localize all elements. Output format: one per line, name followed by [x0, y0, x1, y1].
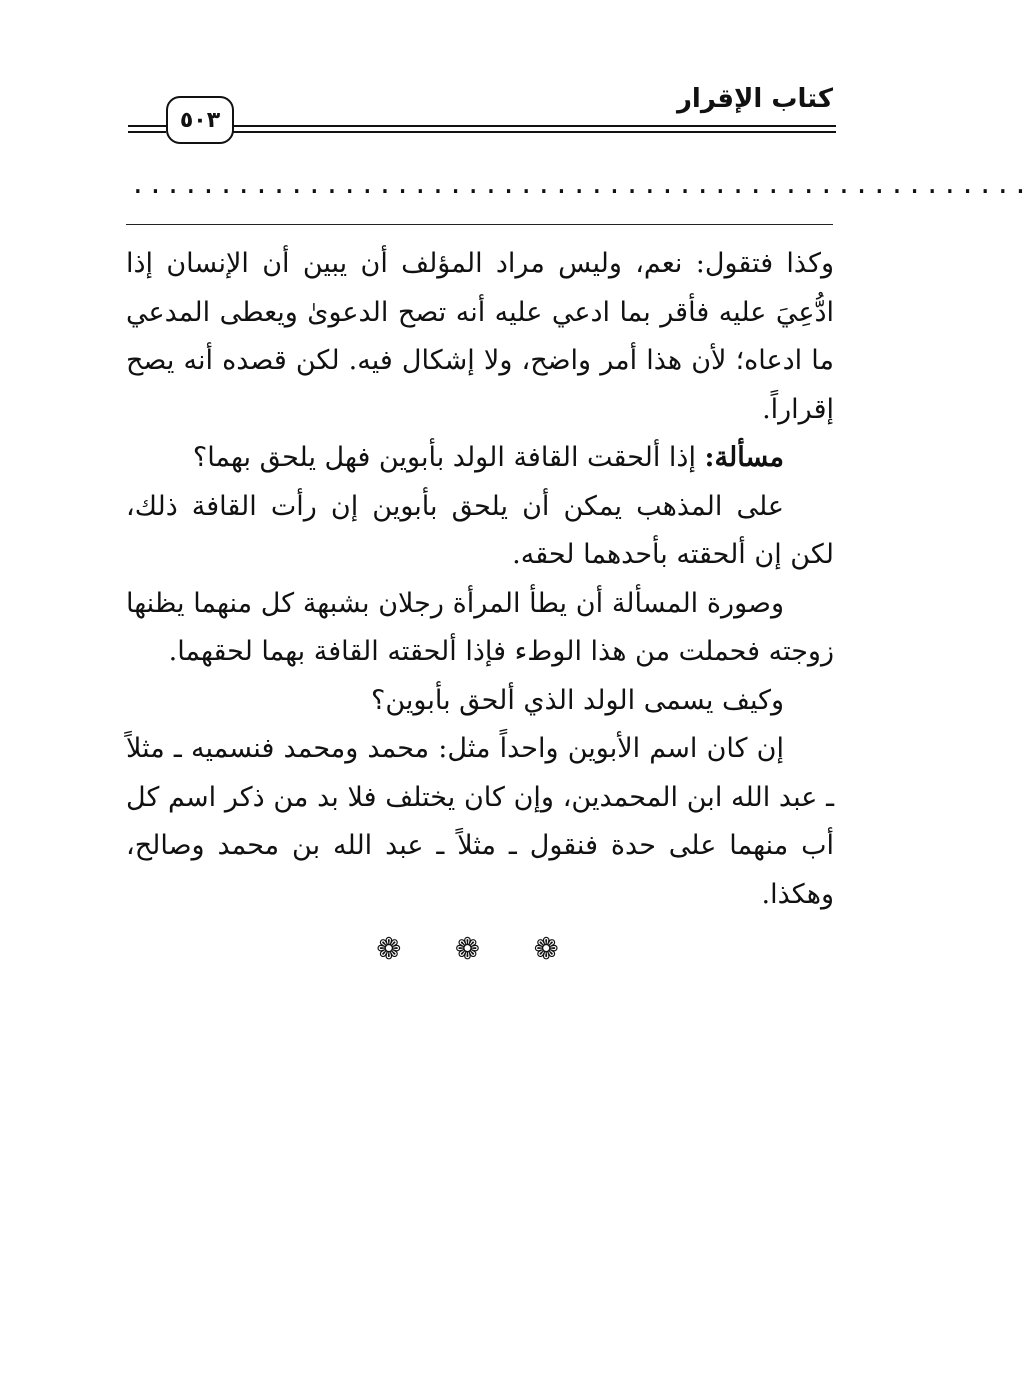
page-number: ٥٠٣	[166, 96, 234, 144]
page-header	[0, 0, 957, 150]
paragraph-2: على المذهب يمكن أن يلحق بأبوين إن رأت القافة ذلك، لكن إن ألحقته بأحدهما لحقه.	[126, 490, 834, 570]
paragraph-5: إن كان اسم الأبوين واحداً مثل: محمد ومحمد فنسميه ـ مثلاً ـ عبد الله ابن المحمدين، وإن كان يختلف فلا بد من ذكر اسم كل أب منهما على حدة فنقول ـ مثلاً ـ عبد الله بن محمد وصالح، وهكذا.	[126, 733, 834, 910]
section-end-ornament: ❁ ❁ ❁	[376, 932, 581, 967]
question-text: إذا ألحقت القافة الولد بأبوين فهل يلحق بهما؟	[192, 442, 705, 473]
header-rule-right-bottom	[232, 131, 836, 133]
question-label: مسألة:	[704, 442, 784, 473]
question-paragraph	[126, 434, 834, 483]
paragraph-3: وصورة المسألة أن يطأ المرأة رجلان بشبهة كل منهما يظنها زوجته فحملت من هذا الوطء فإذا ألحقته القافة بهما لحقهما.	[126, 587, 834, 667]
separator-line	[126, 224, 833, 225]
paragraph-4: وكيف يسمى الولد الذي ألحق بأبوين؟	[370, 684, 784, 716]
header-rule-left-bottom	[128, 131, 166, 133]
page-body	[126, 240, 834, 919]
header-rule-left-top	[128, 125, 166, 127]
book-title: كتاب الإقرار	[676, 84, 833, 114]
paragraph-1: وكذا فتقول: نعم، وليس مراد المؤلف أن يبين أن الإنسان إذا ادُّعِيَ عليه فأقر بما ادعي عليه أنه تصح الدعوىٰ ويعطى المدعي ما ادعاه؛ لأن هذا أمر واضح، ولا إشكال فيه. لكن قصده أنه يصح إقراراً.	[126, 248, 834, 425]
header-rule-right-top	[232, 125, 836, 127]
continuation-dots: ...................................................	[130, 170, 1030, 200]
